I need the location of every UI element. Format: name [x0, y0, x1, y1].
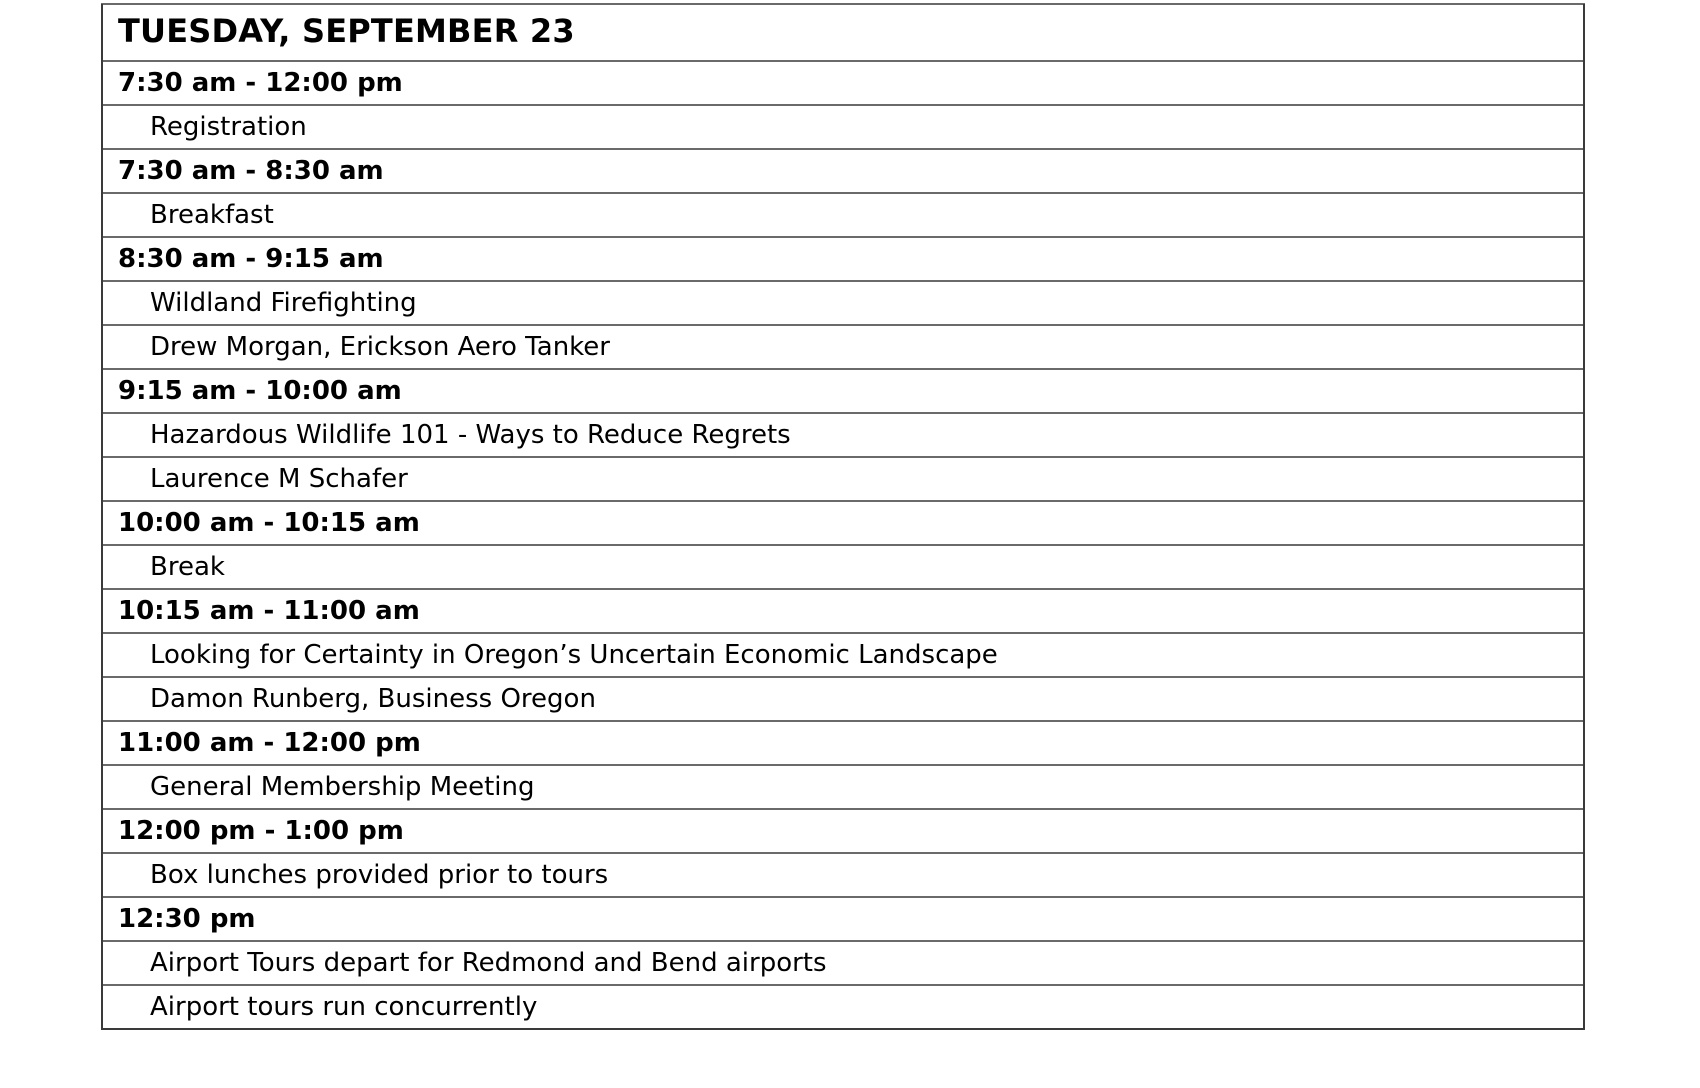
- session-time: 7:30 am - 12:00 pm: [103, 60, 1583, 104]
- session-item: Airport tours run concurrently: [103, 984, 1583, 1028]
- session-item: Wildland Firefighting: [103, 280, 1583, 324]
- schedule-table: [101, 4, 1585, 1030]
- session-time: 11:00 am - 12:00 pm: [103, 720, 1583, 764]
- session-item: Break: [103, 544, 1583, 588]
- session-item: Hazardous Wildlife 101 - Ways to Reduce Regrets: [103, 412, 1583, 456]
- session-time: 12:00 pm - 1:00 pm: [103, 808, 1583, 852]
- session-time: 8:30 am - 9:15 am: [103, 236, 1583, 280]
- session-item: Registration: [103, 104, 1583, 148]
- session-item: General Membership Meeting: [103, 764, 1583, 808]
- session-time: 9:15 am - 10:00 am: [103, 368, 1583, 412]
- day-heading: TUESDAY, SEPTEMBER 23: [118, 12, 575, 50]
- session-item: Airport Tours depart for Redmond and Bend airports: [103, 940, 1583, 984]
- session-speaker: Drew Morgan, Erickson Aero Tanker: [103, 324, 1583, 368]
- session-time: 12:30 pm: [103, 896, 1583, 940]
- session-speaker: Laurence M Schafer: [103, 456, 1583, 500]
- session-item: Looking for Certainty in Oregon’s Uncertain Economic Landscape: [103, 632, 1583, 676]
- session-item: Breakfast: [103, 192, 1583, 236]
- session-item: Box lunches provided prior to tours: [103, 852, 1583, 896]
- session-time: 10:15 am - 11:00 am: [103, 588, 1583, 632]
- session-time: 7:30 am - 8:30 am: [103, 148, 1583, 192]
- session-speaker: Damon Runberg, Business Oregon: [103, 676, 1583, 720]
- session-time: 10:00 am - 10:15 am: [103, 500, 1583, 544]
